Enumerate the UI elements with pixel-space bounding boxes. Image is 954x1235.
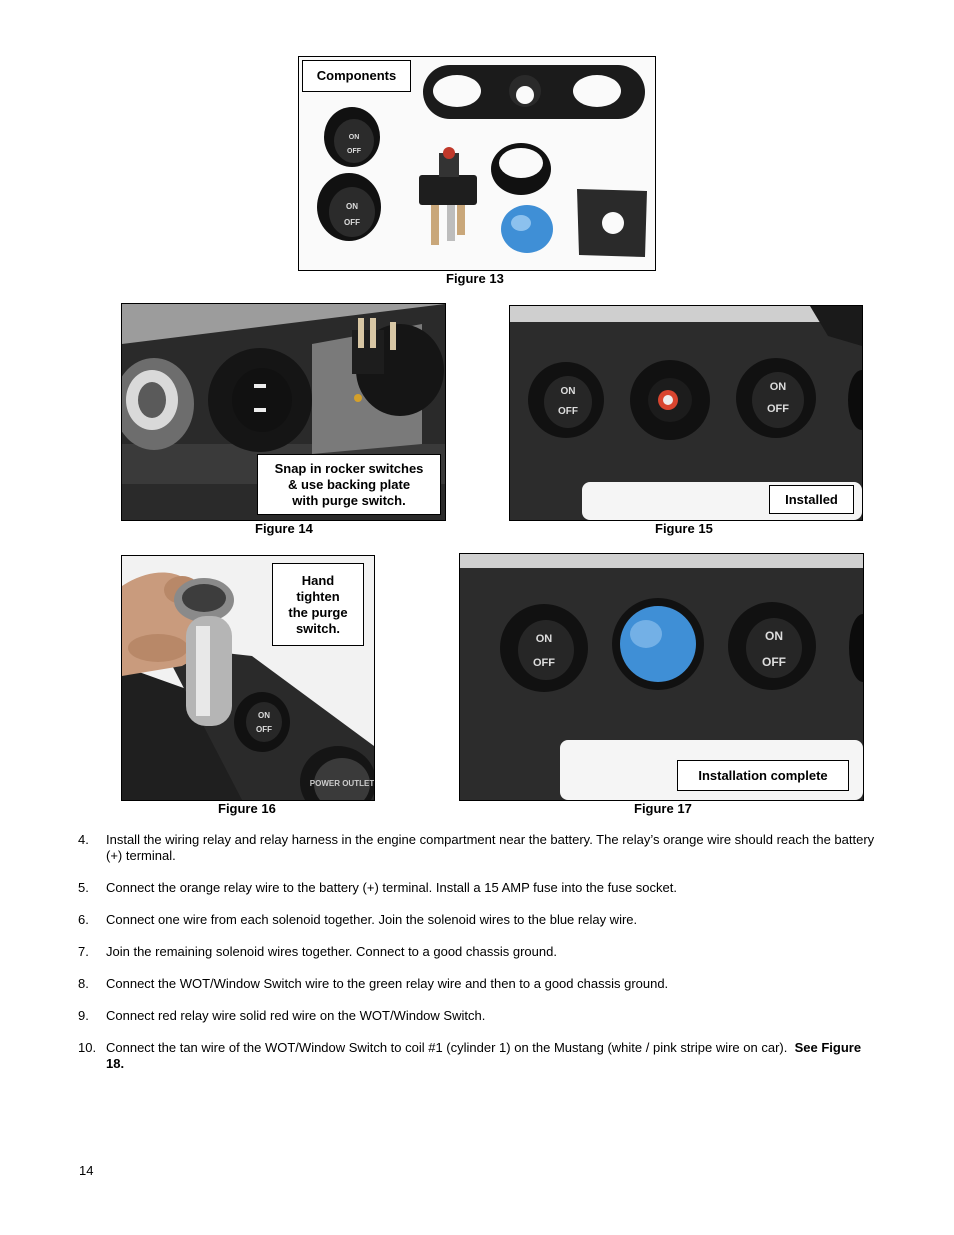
page-number: 14 xyxy=(79,1163,94,1178)
fig15-right-off: OFF xyxy=(767,403,789,415)
figure-14 xyxy=(121,303,446,521)
fig17-right-on: ON xyxy=(765,629,783,643)
fig16-off: OFF xyxy=(256,725,272,734)
step-item xyxy=(78,976,878,992)
figure-16 xyxy=(121,555,375,801)
switch2-off-label: OFF xyxy=(344,218,360,227)
switch1-on-label: ON xyxy=(348,134,360,141)
step-text: Connect one wire from each solenoid together. Join the solenoid wires to the blue relay wire. xyxy=(106,912,638,927)
step-number: 6. xyxy=(78,912,89,927)
fig17-right-off: OFF xyxy=(762,655,786,669)
figure-16-caption: Figure 16 xyxy=(218,801,276,816)
step-item xyxy=(78,832,878,864)
step-number: 5. xyxy=(78,880,89,895)
figure-13-caption: Figure 13 xyxy=(446,271,504,286)
step-item xyxy=(78,944,878,960)
figure-13 xyxy=(298,56,656,271)
step-text: Connect the WOT/Window Switch wire to the green relay wire and then to a good chassis ground. xyxy=(106,976,669,991)
fig16-on: ON xyxy=(258,711,270,720)
fig15-left-off: OFF xyxy=(558,406,578,417)
figure-13-callout: Components xyxy=(302,60,411,92)
step-text-wrap xyxy=(106,1040,878,1072)
step-number: 4. xyxy=(78,832,89,847)
figure-16-callout: Hand tighten the purge switch. xyxy=(272,563,364,646)
figure-17 xyxy=(459,553,864,801)
step-text: Connect the orange relay wire to the battery (+) terminal. Install a 15 AMP fuse into the fuse socket. xyxy=(106,880,677,895)
step-text: Connect red relay wire solid red wire on the WOT/Window Switch. xyxy=(106,1008,486,1023)
step-number: 7. xyxy=(78,944,89,959)
step-item xyxy=(78,912,878,928)
fig17-left-off: OFF xyxy=(533,657,555,669)
fig15-right-on: ON xyxy=(769,381,787,393)
figure-17-callout: Installation complete xyxy=(677,760,849,791)
step-item xyxy=(78,880,878,896)
step-item xyxy=(78,1008,878,1024)
step-see-figure-ref: See Figure 18. xyxy=(106,1040,862,1071)
switch1-off-label: OFF xyxy=(347,148,361,155)
step-item xyxy=(78,1040,878,1072)
step-text: Join the remaining solenoid wires together. Connect to a good chassis ground. xyxy=(106,944,557,959)
figure-14-callout: Snap in rocker switches & use backing plate with purge switch. xyxy=(257,454,441,515)
fig17-left-on: ON xyxy=(535,633,553,645)
instruction-steps xyxy=(78,832,878,1088)
figure-15 xyxy=(509,305,863,521)
fig15-left-on: ON xyxy=(560,386,576,397)
figure-14-caption: Figure 14 xyxy=(255,521,313,536)
step-text: Connect the tan wire of the WOT/Window Switch to coil #1 (cylinder 1) on the Mustang (white / pink stripe wire on car). xyxy=(106,1040,788,1055)
step-number: 10. xyxy=(78,1040,97,1055)
figure-17-caption: Figure 17 xyxy=(634,801,692,816)
step-number: 8. xyxy=(78,976,89,991)
fig16-power-outlet: POWER OUTLET xyxy=(309,779,374,788)
step-text: Install the wiring relay and relay harness in the engine compartment near the battery. The relay’s orange wire should reach the battery (+) terminal. xyxy=(106,832,875,863)
switch2-on-label: ON xyxy=(346,202,358,211)
figure-15-caption: Figure 15 xyxy=(655,521,713,536)
figure-15-callout: Installed xyxy=(769,485,854,514)
step-number: 9. xyxy=(78,1008,89,1023)
